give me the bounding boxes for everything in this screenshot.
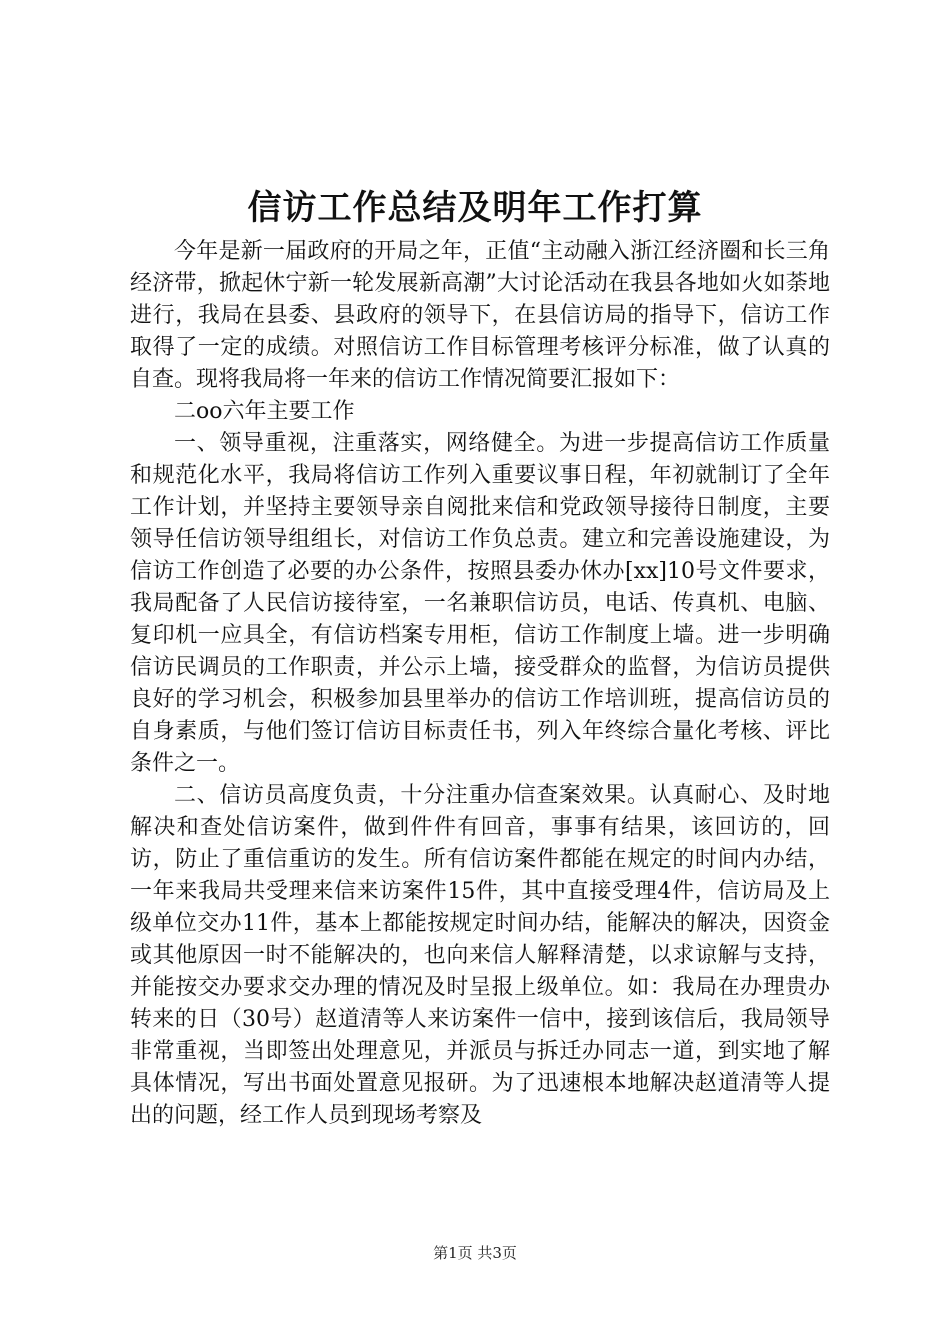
body-paragraph-2: 二、信访员高度负责，十分注重办信查案效果。认真耐心、及时地解决和查处信访案件，做到件件有回音，事事有结果，该回访的，回访，防止了重信重访的发生。所有信访案件都能在规定的时间内办结，一年来我局共受理来信来访案件15件，其中直接受理4件，信访局及上级单位交办11件，基本上都能按规定时间办结，能解决的解决，因资金或其他原因一时不能解决的，也向来信人解释清楚，以求谅解与支持，并能按交办要求交办理的情况及时呈报上级单位。如：我局在办理贵办转来的日（30号）赵道清等人来访案件一信中，接到该信后，我局领导非常重视，当即签出处理意见，并派员与拆迁办同志一道，到实地了解具体情况，写出书面处置意见报研。为了迅速根本地解决赵道清等人提出的问题，经工作人员到现场考察及	[130, 783, 830, 1128]
section-heading: 二oo六年主要工作	[174, 399, 355, 424]
page-title: 信访工作总结及明年工作打算	[247, 188, 703, 228]
intro-paragraph: 今年是新一届政府的开局之年，正值“主动融入浙江经济圈和长三角经济带，掀起休宁新一轮发展新高潮”大讨论活动在我县各地如火如荼地进行，我局在县委、县政府的领导下，在县信访局的指导下，信访工作取得了一定的成绩。对照信访工作目标管理考核评分标准，做了认真的自查。现将我局将一年来的信访工作情况简要汇报如下：	[130, 239, 830, 392]
body-paragraph-1: 一、领导重视，注重落实，网络健全。为进一步提高信访工作质量和规范化水平，我局将信访工作列入重要议事日程，年初就制订了全年工作计划，并坚持主要领导亲自阅批来信和党政领导接待日制度，主要领导任信访领导组组长，对信访工作负总责。建立和完善设施建设，为信访工作创造了必要的办公条件，按照县委办休办[xx]10号文件要求，我局配备了人民信访接待室，一名兼职信访员，电话、传真机、电脑、复印机一应具全，有信访档案专用柜，信访工作制度上墙。进一步明确信访民调员的工作职责，并公示上墙，接受群众的监督，为信访员提供良好的学习机会，积极参加县里举办的信访工作培训班，提高信访员的自身素质，与他们签订信访目标责任书，列入年终综合量化考核、评比条件之一。	[130, 431, 830, 776]
document-body	[130, 236, 830, 1132]
page-footer: 第1页 共3页	[433, 1244, 517, 1262]
